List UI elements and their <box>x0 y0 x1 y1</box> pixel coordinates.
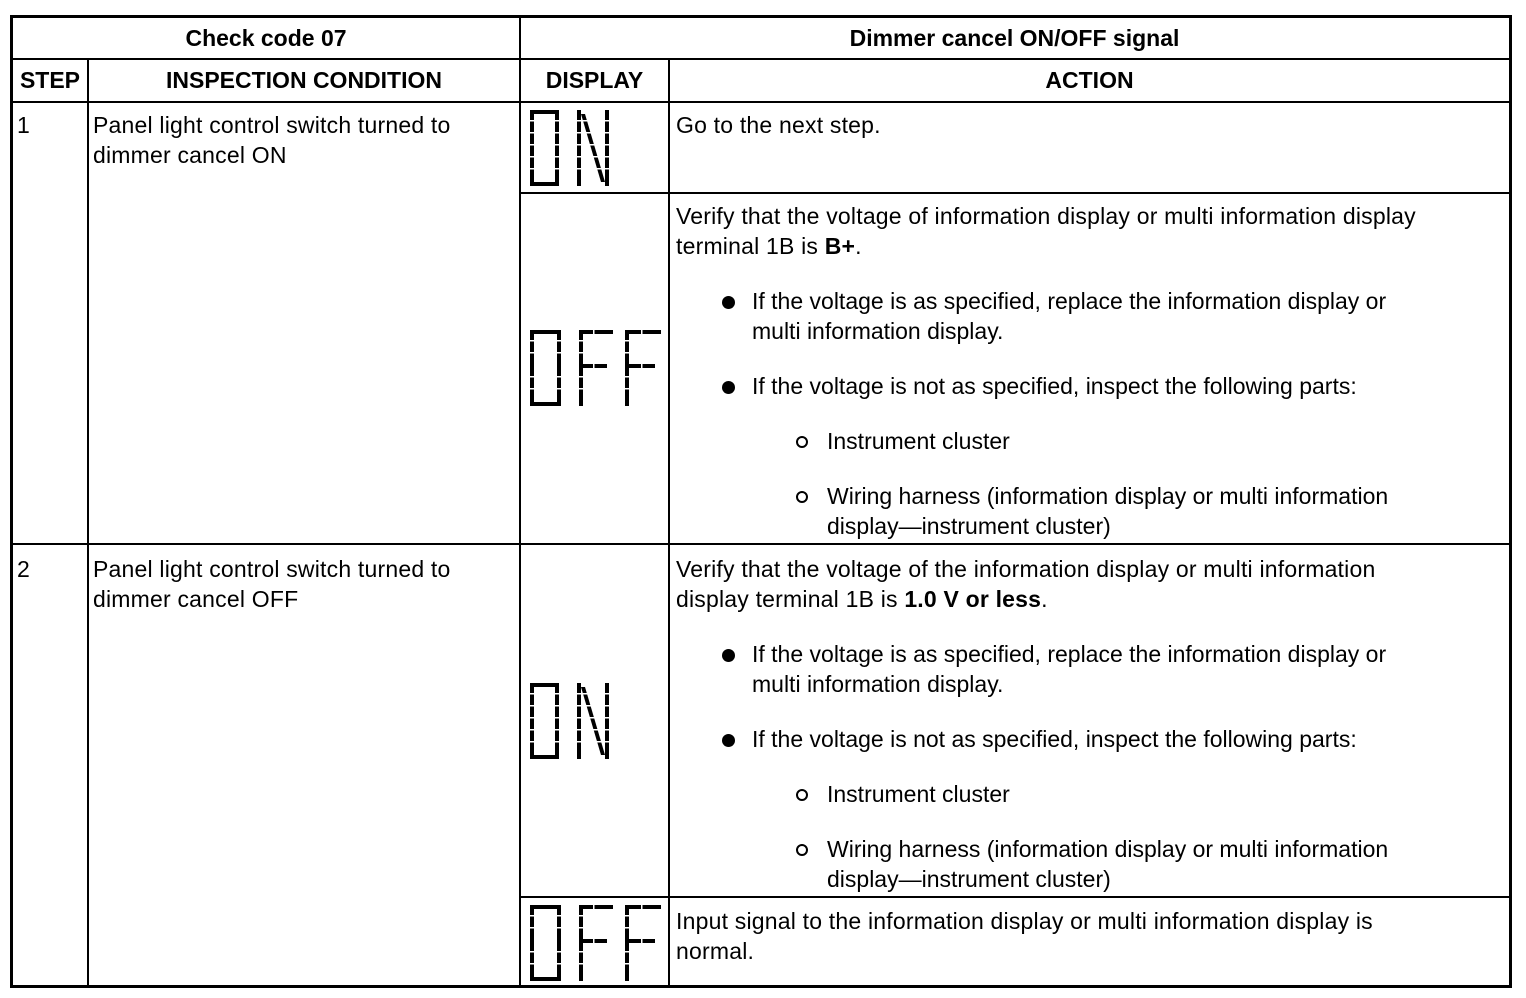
action-column-header: ACTION <box>1045 67 1134 93</box>
action-line: terminal 1B is B+. <box>676 233 862 259</box>
bullet-item: If the voltage is as specified, replace the information display or multi information display. <box>752 641 1387 697</box>
bullet-dot <box>722 296 735 309</box>
action-line: Verify that the voltage of the information display or multi information <box>676 556 1376 582</box>
condition-line: dimmer cancel OFF <box>93 586 299 612</box>
action-text: Go to the next step. <box>676 112 881 138</box>
grid-line <box>13 101 1509 103</box>
step-number: 2 <box>17 556 30 582</box>
sub-bullet-item: Instrument cluster <box>827 428 1010 454</box>
condition-column-header: INSPECTION CONDITION <box>165 67 442 93</box>
condition-line: Panel light control switch turned to <box>93 112 451 138</box>
inspection-condition <box>93 110 513 170</box>
bullet-item: If the voltage is as specified, replace the information display or multi information display. <box>752 288 1387 344</box>
step-column-header: STEP <box>19 67 81 93</box>
inspection-condition <box>93 554 513 614</box>
check-code-header: Check code 07 <box>185 24 347 51</box>
bullet-dot <box>722 381 735 394</box>
action-line: normal. <box>676 938 755 964</box>
action-line: Verify that the voltage of information display or multi information display <box>676 203 1416 229</box>
sub-bullet-circle <box>796 491 808 503</box>
sub-bullet-item: Wiring harness (information display or multi information display—instrument cluster) <box>827 483 1389 539</box>
sub-bullet-circle <box>796 436 808 448</box>
action-text <box>676 554 1506 614</box>
action-text <box>676 906 1506 966</box>
grid-line <box>519 18 521 985</box>
action-line: Input signal to the information display or multi information display is <box>676 908 1373 934</box>
action-line: display terminal 1B is 1.0 V or less. <box>676 586 1048 612</box>
grid-line <box>87 58 89 985</box>
step-number: 1 <box>17 112 30 138</box>
bullet-item: If the voltage is not as specified, inspect the following parts: <box>752 726 1357 752</box>
grid-line <box>668 58 670 985</box>
spec-value: 1.0 V or less <box>904 586 1042 612</box>
condition-line: dimmer cancel ON <box>93 142 287 168</box>
lcd-on-display <box>527 108 619 190</box>
sub-bullet-circle <box>796 789 808 801</box>
bullet-dot <box>722 734 735 747</box>
sub-bullet-item: Wiring harness (information display or multi information display—instrument cluster) <box>827 836 1389 892</box>
diagnostic-table <box>10 15 1512 988</box>
lcd-off-display <box>527 328 665 410</box>
display-column-header: DISPLAY <box>545 67 644 93</box>
condition-line: Panel light control switch turned to <box>93 556 451 582</box>
signal-header: Dimmer cancel ON/OFF signal <box>849 24 1180 51</box>
grid-line <box>13 543 1509 545</box>
lcd-on-display <box>527 681 619 763</box>
bullet-dot <box>722 649 735 662</box>
spec-value: B+ <box>824 233 856 259</box>
bullet-item: If the voltage is not as specified, inspect the following parts: <box>752 373 1357 399</box>
action-text <box>676 201 1506 261</box>
sub-bullet-item: Instrument cluster <box>827 781 1010 807</box>
sub-bullet-circle <box>796 844 808 856</box>
lcd-off-display <box>527 903 665 985</box>
